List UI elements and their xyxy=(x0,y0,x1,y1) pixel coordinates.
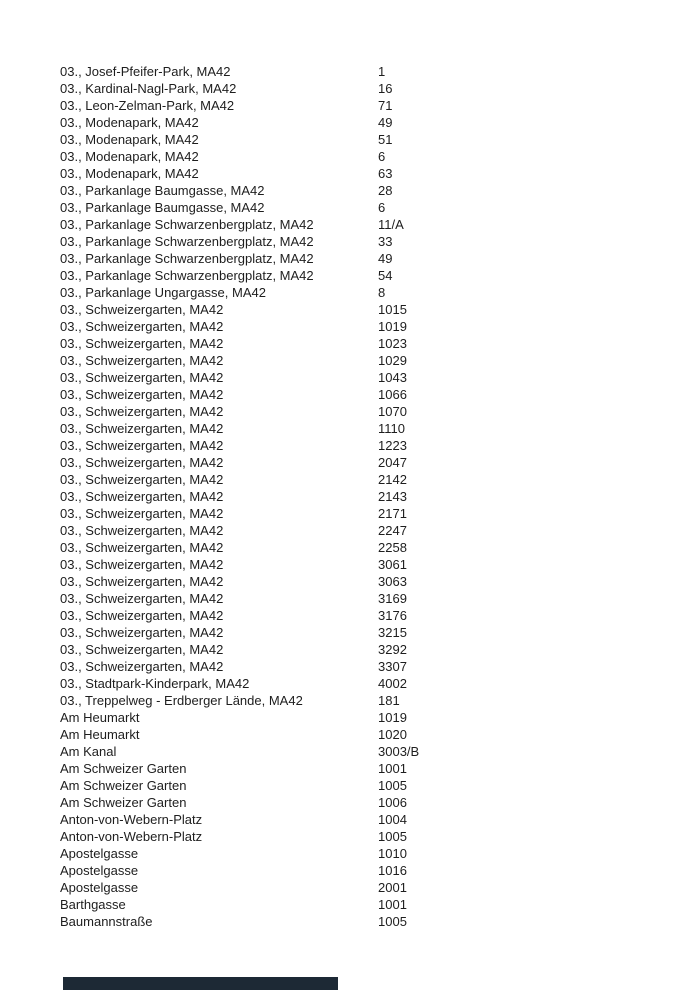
location-cell: 03., Modenapark, MA42 xyxy=(60,149,199,164)
table-row xyxy=(60,556,680,573)
number-cell: 3292 xyxy=(378,642,407,657)
table-row xyxy=(60,488,680,505)
location-cell: 03., Schweizergarten, MA42 xyxy=(60,387,224,402)
table-row xyxy=(60,454,680,471)
table-row xyxy=(60,590,680,607)
location-cell: 03., Modenapark, MA42 xyxy=(60,166,199,181)
number-cell: 2143 xyxy=(378,489,407,504)
number-cell: 2142 xyxy=(378,472,407,487)
number-cell: 11/A xyxy=(378,217,404,232)
number-cell: 3169 xyxy=(378,591,407,606)
number-cell: 71 xyxy=(378,98,393,113)
table-row xyxy=(60,641,680,658)
table-row xyxy=(60,522,680,539)
location-cell: Barthgasse xyxy=(60,897,126,912)
location-cell: 03., Schweizergarten, MA42 xyxy=(60,625,224,640)
table-row xyxy=(60,165,680,182)
number-cell: 181 xyxy=(378,693,400,708)
location-cell: 03., Schweizergarten, MA42 xyxy=(60,642,224,657)
table-row xyxy=(60,148,680,165)
location-cell: 03., Schweizergarten, MA42 xyxy=(60,302,224,317)
location-cell: Am Kanal xyxy=(60,744,117,759)
table-row xyxy=(60,845,680,862)
location-cell: 03., Leon-Zelman-Park, MA42 xyxy=(60,98,235,113)
number-cell: 1004 xyxy=(378,812,407,827)
number-cell: 8 xyxy=(378,285,386,300)
location-cell: Am Schweizer Garten xyxy=(60,778,187,793)
table-row xyxy=(60,539,680,556)
number-cell: 1016 xyxy=(378,863,407,878)
location-cell: 03., Schweizergarten, MA42 xyxy=(60,523,224,538)
table-row xyxy=(60,828,680,845)
location-cell: 03., Kardinal-Nagl-Park, MA42 xyxy=(60,81,237,96)
number-cell: 3215 xyxy=(378,625,407,640)
location-cell: Anton-von-Webern-Platz xyxy=(60,812,203,827)
table-row xyxy=(60,624,680,641)
number-cell: 1066 xyxy=(378,387,407,402)
table-row xyxy=(60,267,680,284)
location-cell: 03., Treppelweg - Erdberger Lände, MA42 xyxy=(60,693,303,708)
number-cell: 1010 xyxy=(378,846,407,861)
table-row xyxy=(60,216,680,233)
table-row xyxy=(60,114,680,131)
table-row xyxy=(60,505,680,522)
number-cell: 1005 xyxy=(378,829,407,844)
table-row xyxy=(60,743,680,760)
location-cell: 03., Stadtpark-Kinderpark, MA42 xyxy=(60,676,250,691)
number-cell: 1070 xyxy=(378,404,407,419)
number-cell: 1029 xyxy=(378,353,407,368)
number-cell: 1015 xyxy=(378,302,407,317)
table-row xyxy=(60,63,680,80)
location-cell: 03., Parkanlage Schwarzenbergplatz, MA42 xyxy=(60,251,314,266)
location-cell: 03., Schweizergarten, MA42 xyxy=(60,336,224,351)
table-row xyxy=(60,675,680,692)
table-row xyxy=(60,726,680,743)
number-cell: 1020 xyxy=(378,727,407,742)
location-cell: Am Heumarkt xyxy=(60,710,140,725)
number-cell: 1110 xyxy=(378,421,405,436)
table-row xyxy=(60,335,680,352)
table-row xyxy=(60,301,680,318)
location-cell: 03., Parkanlage Schwarzenbergplatz, MA42 xyxy=(60,217,314,232)
table-row xyxy=(60,879,680,896)
table-row xyxy=(60,131,680,148)
table-row xyxy=(60,709,680,726)
number-cell: 1019 xyxy=(378,319,407,334)
number-cell: 1005 xyxy=(378,778,407,793)
table-row xyxy=(60,896,680,913)
location-cell: 03., Schweizergarten, MA42 xyxy=(60,506,224,521)
table-row xyxy=(60,233,680,250)
location-cell: 03., Schweizergarten, MA42 xyxy=(60,608,224,623)
number-cell: 1 xyxy=(378,64,386,79)
table-row xyxy=(60,386,680,403)
location-cell: 03., Schweizergarten, MA42 xyxy=(60,489,224,504)
number-cell: 1006 xyxy=(378,795,407,810)
number-cell: 6 xyxy=(378,200,386,215)
number-cell: 3063 xyxy=(378,574,407,589)
location-cell: 03., Parkanlage Schwarzenbergplatz, MA42 xyxy=(60,234,314,249)
location-cell: 03., Schweizergarten, MA42 xyxy=(60,540,224,555)
table-row xyxy=(60,199,680,216)
location-cell: 03., Schweizergarten, MA42 xyxy=(60,404,224,419)
number-cell: 3061 xyxy=(378,557,407,572)
location-cell: 03., Schweizergarten, MA42 xyxy=(60,319,224,334)
location-cell: 03., Schweizergarten, MA42 xyxy=(60,421,224,436)
table-row xyxy=(60,352,680,369)
location-cell: 03., Schweizergarten, MA42 xyxy=(60,659,224,674)
location-cell: 03., Schweizergarten, MA42 xyxy=(60,557,224,572)
location-cell: Apostelgasse xyxy=(60,846,139,861)
table-row xyxy=(60,913,680,930)
table-row xyxy=(60,97,680,114)
number-cell: 3176 xyxy=(378,608,407,623)
number-cell: 28 xyxy=(378,183,393,198)
location-cell: Apostelgasse xyxy=(60,880,139,895)
number-cell: 2171 xyxy=(378,506,407,521)
table-row xyxy=(60,403,680,420)
table-row xyxy=(60,284,680,301)
location-cell: 03., Parkanlage Schwarzenbergplatz, MA42 xyxy=(60,268,314,283)
number-cell: 1005 xyxy=(378,914,407,929)
table-row xyxy=(60,862,680,879)
location-cell: Am Heumarkt xyxy=(60,727,140,742)
number-cell: 49 xyxy=(378,251,393,266)
table-row xyxy=(60,182,680,199)
table-row xyxy=(60,692,680,709)
number-cell: 16 xyxy=(378,81,393,96)
location-cell: 03., Schweizergarten, MA42 xyxy=(60,370,224,385)
location-list xyxy=(60,63,680,930)
location-cell: 03., Schweizergarten, MA42 xyxy=(60,574,224,589)
location-cell: 03., Schweizergarten, MA42 xyxy=(60,353,224,368)
location-cell: 03., Schweizergarten, MA42 xyxy=(60,591,224,606)
table-row xyxy=(60,794,680,811)
location-cell: Am Schweizer Garten xyxy=(60,761,187,776)
location-cell: 03., Modenapark, MA42 xyxy=(60,132,199,147)
number-cell: 3003/B xyxy=(378,744,420,759)
number-cell: 49 xyxy=(378,115,393,130)
number-cell: 4002 xyxy=(378,676,407,691)
table-row xyxy=(60,420,680,437)
number-cell: 2258 xyxy=(378,540,407,555)
table-row xyxy=(60,250,680,267)
number-cell: 1223 xyxy=(378,438,407,453)
table-row xyxy=(60,573,680,590)
number-cell: 2001 xyxy=(378,880,407,895)
number-cell: 63 xyxy=(378,166,393,181)
number-cell: 6 xyxy=(378,149,386,164)
location-cell: Apostelgasse xyxy=(60,863,139,878)
number-cell: 1001 xyxy=(378,761,407,776)
number-cell: 1001 xyxy=(378,897,407,912)
number-cell: 33 xyxy=(378,234,393,249)
table-row xyxy=(60,607,680,624)
location-cell: 03., Josef-Pfeifer-Park, MA42 xyxy=(60,64,231,79)
number-cell: 1043 xyxy=(378,370,407,385)
table-row xyxy=(60,760,680,777)
location-cell: 03., Schweizergarten, MA42 xyxy=(60,455,224,470)
location-cell: 03., Schweizergarten, MA42 xyxy=(60,472,224,487)
number-cell: 1019 xyxy=(378,710,407,725)
table-row xyxy=(60,80,680,97)
number-cell: 54 xyxy=(378,268,393,283)
number-cell: 1023 xyxy=(378,336,407,351)
location-cell: 03., Modenapark, MA42 xyxy=(60,115,199,130)
location-cell: Baumannstraße xyxy=(60,914,153,929)
location-cell: 03., Schweizergarten, MA42 xyxy=(60,438,224,453)
location-cell: Am Schweizer Garten xyxy=(60,795,187,810)
table-row xyxy=(60,318,680,335)
table-row xyxy=(60,471,680,488)
table-row xyxy=(60,777,680,794)
table-row xyxy=(60,811,680,828)
number-cell: 2047 xyxy=(378,455,407,470)
location-cell: 03., Parkanlage Ungargasse, MA42 xyxy=(60,285,266,300)
location-cell: 03., Parkanlage Baumgasse, MA42 xyxy=(60,200,265,215)
number-cell: 3307 xyxy=(378,659,407,674)
number-cell: 51 xyxy=(378,132,393,147)
number-cell: 2247 xyxy=(378,523,407,538)
table-row xyxy=(60,658,680,675)
location-cell: Anton-von-Webern-Platz xyxy=(60,829,203,844)
table-row xyxy=(60,437,680,454)
bottom-bar-fragment xyxy=(63,977,338,990)
table-row xyxy=(60,369,680,386)
location-cell: 03., Parkanlage Baumgasse, MA42 xyxy=(60,183,265,198)
